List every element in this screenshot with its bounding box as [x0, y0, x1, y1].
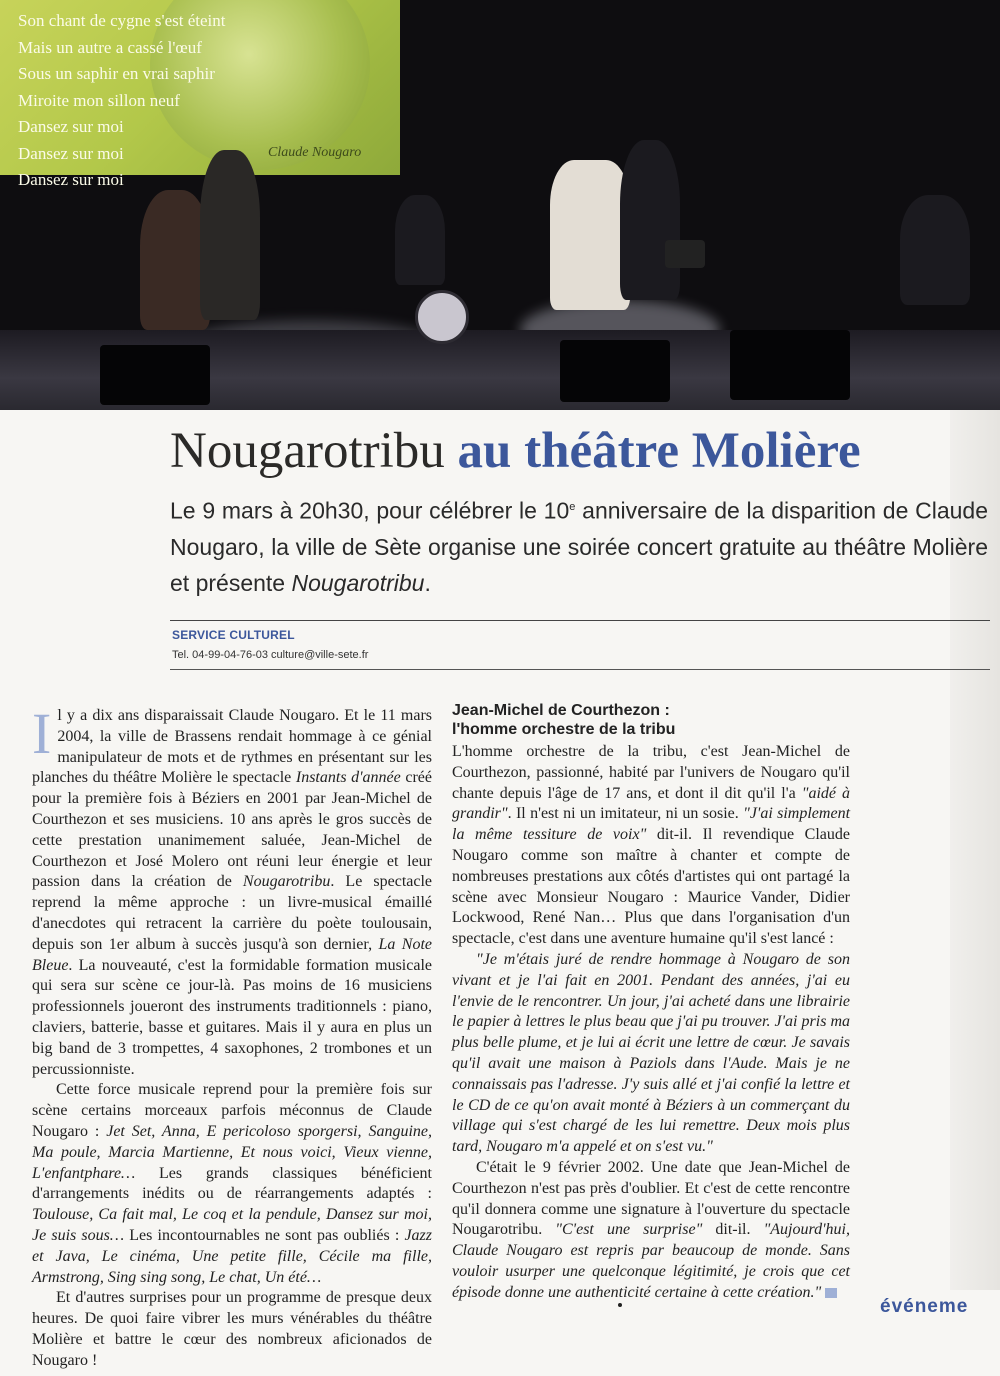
- lyric-line: Sous un saphir en vrai saphir: [18, 64, 215, 83]
- italic-run: Jet Set, Anna, E pericoloso sporgersi, Sanguine, Ma poule, Marcia Martienne, Et nous voici, Vieux vienne, L'enfantphare…: [32, 1122, 432, 1182]
- divider: [170, 669, 990, 670]
- text-run: . Il n'est ni un imitateur, ni un sosie.: [507, 805, 744, 823]
- paragraph: [452, 742, 850, 950]
- drummer: [395, 195, 445, 285]
- bass-drum: [415, 290, 469, 344]
- lede-superscript: e: [569, 501, 576, 513]
- text-run: C'était le 9 février 2002. Une date que Jean-Michel de Courthezon n'est pas près d'oublier. Et c'est de cette rencontre qu'il donnera comme une signature à l'ouverture du spectacle Nougarotribu.: [452, 1158, 850, 1239]
- lede: [170, 489, 988, 601]
- text-run: dit-il.: [702, 1221, 764, 1239]
- italic-run: Toulouse, Ca fait mal, Le coq et la pendule, Dansez sur moi, Je suis sous…: [32, 1206, 432, 1244]
- italic-run: Instants d'année: [295, 769, 401, 787]
- italic-run: Nougarotribu: [242, 873, 331, 891]
- italic-run: "J'ai simplement la même tessiture de voix": [452, 805, 851, 844]
- end-mark-icon: [825, 1288, 837, 1298]
- text-run: créé pour la première fois à Béziers en 2001 par Jean-Michel de Courthezon et ses musiciens. 10 ans après le gros succès de cette prestation unanimement saluée, Jean-Michel de Courthezon et José Molero ont réuni leur énergie et leur passion dans la création de: [32, 769, 432, 891]
- lede-mid: anniversaire de la disparition de Claude Nougaro, la ville de Sète organise une soirée concert gratuite au théâtre Molière et présente: [170, 497, 989, 596]
- monitor-speaker: [730, 330, 850, 400]
- italic-run: "Aujourd'hui, Claude Nougaro est repris par beaucoup de monde. Sans vouloir usurper une quelconque légitimité, je crois que cet épisode donne une authenticité certaine à cette création.": [452, 1221, 850, 1301]
- lyric-line: Dansez sur moi: [18, 117, 124, 136]
- text-run: Et d'autres surprises pour un programme de presque deux heures. De quoi faire vibrer les murs vénérables du théâtre Molière et battre le cœur des nombreux aficionados de Nougaro !: [32, 1289, 432, 1369]
- contact-line: Tel. 04-99-04-76-03 culture@ville-sete.fr: [172, 649, 369, 661]
- italic-run: Jazz et Java, Le cinéma, Une petite fille, Cécile ma fille, Armstrong, Sing sing song, Le chat, Un été…: [32, 1226, 433, 1286]
- lede-emphasis: Nougarotribu: [291, 569, 425, 596]
- paragraph: [452, 1158, 850, 1304]
- service-credit: SERVICE CULTUREL: [172, 628, 295, 642]
- drop-cap: I: [32, 701, 52, 766]
- paragraph: [32, 701, 433, 1080]
- text-run: L'homme orchestre de la tribu, c'est Jean-Michel de Courthezon, passionné, habité par l'univers de Nougaro qu'il chante depuis l'âge de 17 ans, et dont il dit qu'il l'a: [452, 743, 850, 802]
- singer: [550, 160, 630, 310]
- paragraph: [32, 1288, 432, 1371]
- keyboardist: [900, 195, 970, 305]
- text-run: Les incontournables ne sont pas oubliés :: [124, 1226, 405, 1244]
- text-run: dit-il. Il revendique Claude Nougaro comme son maître à chanter et compte de nombreuses prestations aux côtés d'artistes qui ont partagé la scène avec Monsieur Nougaro : Maurice Vander, Didier Lockwood, René Nan… Plus que dans l'organisation d'un spectacle, c'est dans une aventure humaine qu'il s'est lancé :: [452, 826, 850, 948]
- lyric-line: Mais un autre a cassé l'œuf: [18, 37, 202, 57]
- article-column-right: [452, 742, 850, 1304]
- section-tag: événeme: [880, 1296, 969, 1317]
- concert-photo: [0, 0, 1000, 410]
- guitarist: [620, 140, 680, 300]
- section-heading-line2: l'homme orchestre de la tribu: [452, 721, 676, 738]
- text-run: Les grands classiques bénéficient d'arrangements inédits ou de réarrangements adaptés :: [32, 1164, 432, 1203]
- lyric-line: Son chant de cygne s'est éteint: [18, 11, 226, 30]
- article-column-left: [32, 701, 433, 1372]
- lede-end: .: [424, 569, 431, 596]
- projection-screen: [0, 0, 400, 189]
- divider: [170, 620, 990, 621]
- monitor-speaker: [100, 345, 210, 405]
- bassist: [200, 150, 260, 320]
- paragraph: [32, 1080, 432, 1288]
- italic-run: La Note Bleue: [32, 935, 433, 974]
- text-run: Cette force musicale reprend pour la première fois sur scène certains morceaux parfois méconnus de Claude Nougaro :: [32, 1081, 432, 1140]
- lede-start: Le 9 mars à 20h30, pour célébrer le 10: [170, 497, 570, 524]
- section-heading: [452, 701, 852, 739]
- monitor-speaker: [560, 340, 670, 402]
- section-heading-line1: Jean-Michel de Courthezon :: [452, 702, 670, 719]
- lyric-line: Miroite mon sillon neuf: [18, 90, 180, 110]
- text-run: . Le spectacle reprend la même approche : un livre-musical émaillé d'anecdotes qui retracent la carrière du poète toulousain, depuis son 1er album à succès jusqu'à son dernier,: [32, 873, 433, 953]
- print-dot: [618, 1303, 622, 1307]
- headline: [170, 418, 990, 484]
- text-run: l y a dix ans disparaissait Claude Nougaro. Et le 11 mars 2004, la ville de Brassens rendait hommage à ce génial manipulateur de mots et de rythmes en présentant sur les planches du théâtre Molière le spectacle: [32, 707, 432, 787]
- lyrics-list: [18, 8, 225, 194]
- headline-part2: au théâtre Molière: [457, 423, 861, 479]
- text-run: . La nouveauté, c'est la formidable formation musicale qui sera sur scène ce jour-là. Pas moins de 16 musiciens professionnels joueront des instruments traditionnels : piano, claviers, batterie, basse et guitares. Mais il y aura en plus un big band de 3 trompettes, 4 saxophones, 2 trombones et un percussionniste.: [32, 956, 432, 1078]
- screen-signature: Claude Nougaro: [268, 145, 362, 160]
- paragraph-body: [452, 1159, 850, 1301]
- lyric-line: Dansez sur moi: [18, 170, 124, 189]
- paragraph-body: [32, 701, 433, 1078]
- amplifier: [665, 240, 705, 268]
- quote-paragraph: [452, 950, 850, 1158]
- italic-run: "aidé à grandir": [452, 784, 851, 823]
- quote: "Je m'étais juré de rendre hommage à Nougaro de son vivant et je l'ai fait en 2001. Pendant des années, j'ai eu l'envie de le rencontrer. Un jour, j'ai acheté dans une librairie le papier à lettres le plus beau que j'ai pu trouver. J'ai pris ma plus belle plume, et je lui ai écrit une lettre de cœur. Je savais qu'il avait une maison à Paziols dans l'Aude. Mais je ne connaissais pas l'adresse. J'y suis allé et j'ai confié la lettre et le CD de ce qu'on avait monté à Béziers à un commerçant du village qui s'est chargé de les lui remettre. Deux mois plus tard, Nougaro m'a appelé et on s'est vu.": [452, 950, 850, 1156]
- lyric-line: Dansez sur moi: [18, 143, 124, 163]
- italic-run: "C'est une surprise": [555, 1221, 703, 1239]
- headline-part1: Nougarotribu: [170, 423, 445, 479]
